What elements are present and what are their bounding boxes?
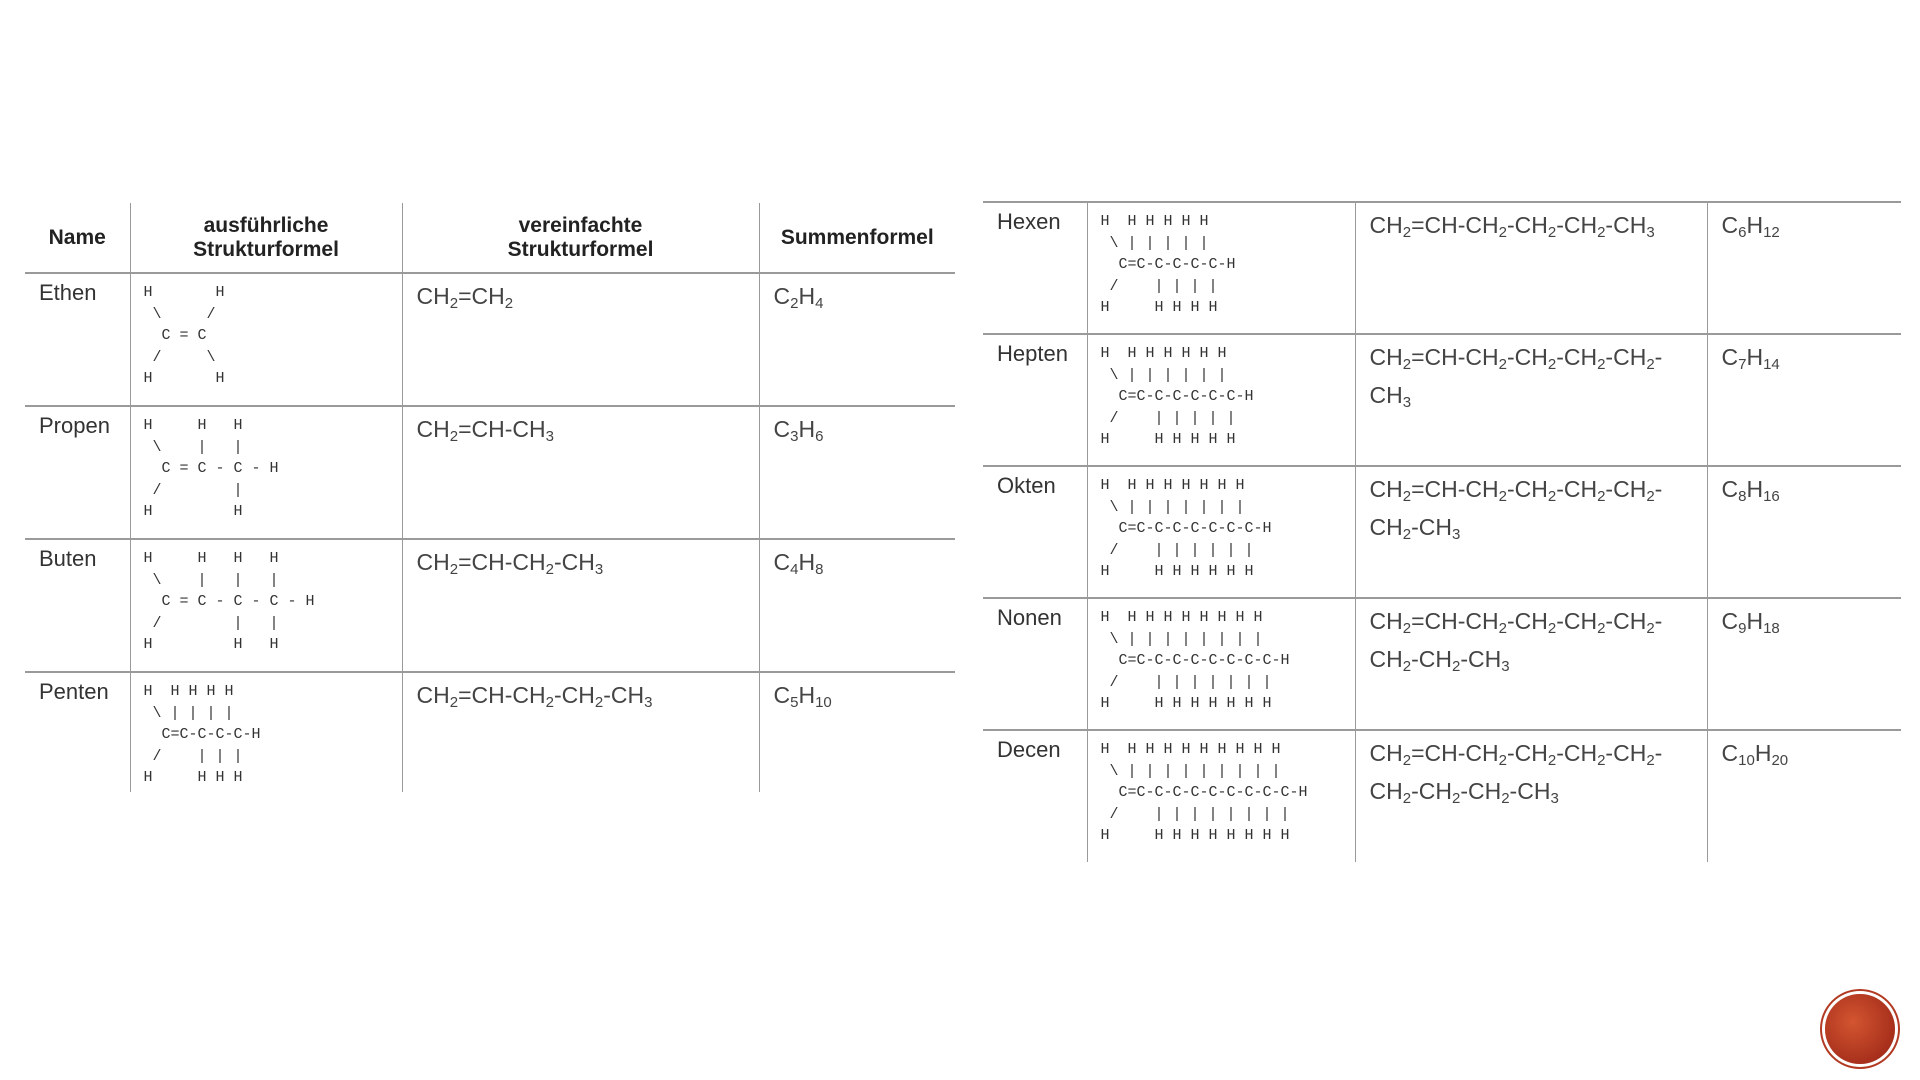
compound-name: Nonen [983, 598, 1087, 730]
compound-name: Okten [983, 466, 1087, 598]
molecular-formula: $C_{10}H_{20}$ [1721, 740, 1789, 769]
molecular-formula: $C_7H_{14}$ [1707, 334, 1901, 466]
structural-formula: H H H H H H H H \ | | | | | | | C=C-C-C-C-C-C-C-H / | | | | | | H H H H H H H [1100, 477, 1272, 580]
compound-name: Hepten [983, 334, 1087, 466]
header-structural-line1: ausführliche [203, 213, 329, 237]
alkenes-table-left [25, 203, 955, 792]
simplified-formula: $CH_2=CH-CH_2-CH_2-CH_2-CH_2-$ $CH_3$ [1355, 334, 1707, 466]
alkenes-table-right [983, 201, 1901, 862]
simplified-formula: $CH_2=CH-CH_2-CH_2-CH_2-CH_3$ [1355, 202, 1707, 334]
molecular-formula: $C_9H_{18}$ [1707, 598, 1901, 730]
simplified-formula: $CH_2=CH-CH_2-CH_2-CH_2-CH_2-$ $CH_2-CH_2-CH_2-CH_3$ [1355, 730, 1707, 862]
simplified-formula: $CH_2=CH-CH_2-CH_2-CH_2-CH_2-$ $CH_2-CH_3$ [1355, 466, 1707, 598]
header-simplified [402, 203, 759, 273]
molecular-formula: $C_4H_8$ [759, 539, 955, 672]
compound-name: Ethen [25, 273, 130, 406]
simplified-formula: $CH_2=CH_2$ [402, 273, 759, 406]
table-row [983, 730, 1901, 862]
structural-formula: H H \ / C = C / \ H H [143, 284, 225, 387]
structural-formula: H H H H H H H \ | | | | | | C=C-C-C-C-C-C-H / | | | | | H H H H H H [1100, 345, 1254, 448]
table-row [25, 539, 955, 672]
simplified-formula: $CH_2=CH-CH_2-CH_2-CH_3$ [402, 672, 759, 792]
simplified-formula: $CH_2=CH-CH_2-CH_2-CH_2-CH_2-$ $CH_2-CH_2-CH_3$ [1355, 598, 1707, 730]
structural-formula: H H H H \ | | | C = C - C - C - H / | | H H H [143, 550, 315, 653]
table-row [25, 406, 955, 539]
red-circle-logo-icon [1825, 994, 1895, 1064]
compound-name: Decen [983, 730, 1087, 862]
structural-formula: H H H H H H H H H \ | | | | | | | | C=C-C-C-C-C-C-C-C-H / | | | | | | | H H H H H H H H [1100, 609, 1290, 712]
molecular-formula: $C_5H_{10}$ [773, 682, 832, 711]
molecular-formula: $C_3H_6$ [759, 406, 955, 539]
header-structural-line2: Strukturformel [193, 237, 339, 261]
table-row [983, 466, 1901, 598]
structural-formula: H H H H H H \ | | | | | C=C-C-C-C-C-H / | | | | H H H H H [1100, 213, 1236, 316]
molecular-formula: $C_8H_{16}$ [1707, 466, 1901, 598]
table-row [25, 672, 955, 792]
header-molecular: Summenformel [759, 203, 955, 273]
table-row [983, 202, 1901, 334]
molecular-formula: $C_6H_{12}$ [1707, 202, 1901, 334]
header-simplified-line1: vereinfachte [518, 213, 643, 237]
simplified-formula: $CH_2=CH-CH_2-CH_3$ [402, 539, 759, 672]
molecular-formula: $C_2H_4$ [759, 273, 955, 406]
compound-name: Propen [25, 406, 130, 539]
simplified-formula: $CH_2=CH-CH_3$ [402, 406, 759, 539]
structural-formula: H H H H H \ | | | | C=C-C-C-C-H / | | | H H H H [143, 683, 261, 786]
compound-name: Buten [25, 539, 130, 672]
structural-formula: H H H \ | | C = C - C - H / | H H [143, 417, 279, 520]
header-structural [130, 203, 402, 273]
header-name: Name [25, 203, 130, 273]
structural-formula: H H H H H H H H H H \ | | | | | | | | | C=C-C-C-C-C-C-C-C-C-H / | | | | | | | | H H H H H H H H H [1100, 741, 1308, 844]
header-row [25, 203, 955, 273]
table-row [983, 334, 1901, 466]
header-simplified-line2: Strukturformel [507, 237, 654, 261]
compound-name: Penten [25, 672, 130, 792]
compound-name: Hexen [983, 202, 1087, 334]
table-row [983, 598, 1901, 730]
table-row [25, 273, 955, 406]
